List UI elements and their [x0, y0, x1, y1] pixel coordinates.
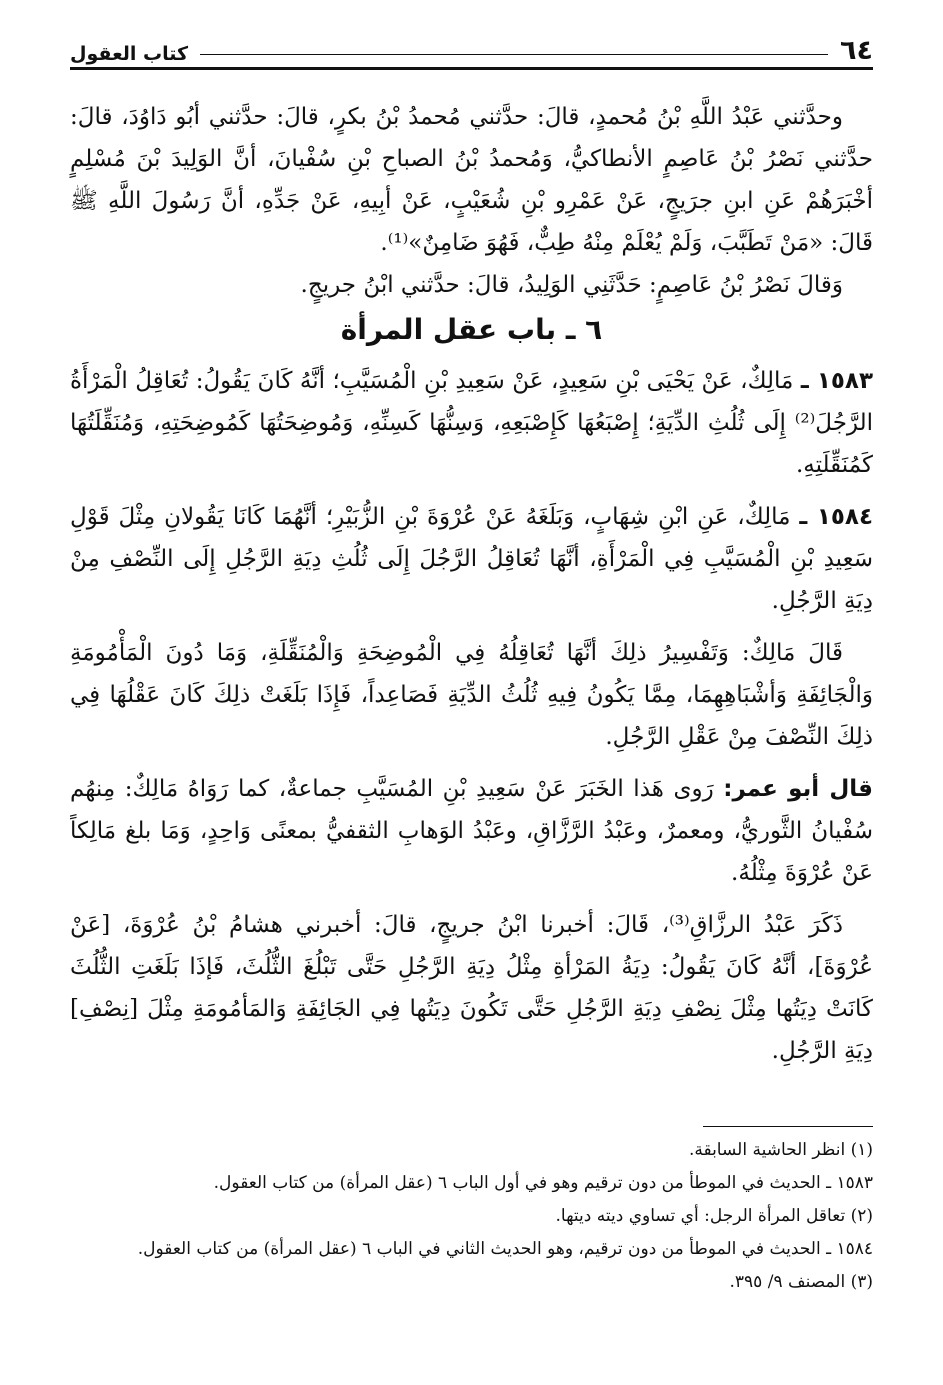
page-number: ٦٤ [840, 35, 873, 66]
footnote-2: (٢) تعاقل المرأة الرجل: أي تساوي ديته ديتها. [555, 1206, 873, 1226]
hadith-text: مَالِكٌ، عَنْ يَحْيَى بْنِ سَعِيدٍ، عَنْ سَعِيدِ بْنِ الْمُسَيَّبِ؛ أنَّهُ كَانَ يَقُولُ: تُعَاقِلُ الْمَرْأَةُ الرَّجُلَ⁽²⁾ إِلَى ثُلُثِ الدِّيَةِ؛ إِصْبَعُهَا كَإِصْبَعِهِ، وَسِنُّهَا كَسِنِّهِ، وَمُوضِحَتُهَا كَمُوضِحَتِهِ، وَمُنَقِّلَتُهَا كَمُنَقِّلَتِهِ. [70, 368, 873, 478]
paragraph-abd-al-razzaq: ذَكَرَ عَبْدُ الرزَّاقِ⁽³⁾، قَالَ: أخبرنا ابْنُ جريجٍ، قالَ: أخبرني هشامُ بْنُ عُرْوَةَ، [عَنْ عُرْوَةَ]، أنَّهُ كَانَ يَقُولُ: دِيَةُ المَرْأةِ مِثْلُ دِيَةِ الرَّجُلِ حَتَّى تَبْلُغَ الثُّلُثَ، فَإذَا بَلَغَتِ الثُّلُثَ كَانَتْ دِيَتُها مِثْلَ نِصْفِ دِيَةِ الرَّجُلِ حَتَّى تَكُونَ دِيَتُها فِي الجَائِفَةِ وَالمَأمُومَةِ مِثْلَ [نِصْفِ] دِيَةِ الرَّجُلِ. [70, 912, 873, 1064]
paragraph-abu-omar [70, 768, 873, 894]
paragraph-nasr: وَقالَ نَصْرُ بْنُ عَاصِمٍ: حَدَّثَنِي الوَلِيدُ، قالَ: حدَّثني ابْنُ جريجٍ. [300, 272, 843, 298]
hadith-number: ١٥٨٤ ـ [799, 504, 874, 530]
hadith-number: ١٥٨٣ ـ [800, 368, 874, 394]
main-text [70, 96, 873, 1072]
hadith-1584 [70, 496, 873, 622]
paragraph-isnad: وحدَّثني عَبْدُ اللَّهِ بْنُ مُحمدٍ، قالَ: حدَّثني مُحمدُ بْنُ بكرٍ، قالَ: حدَّثني أبُو دَاوُدَ، قالَ: حدَّثني نَصْرُ بْنُ عَاصِمٍ الأنطاكيُّ، وَمُحمدُ بْنُ الصباحِ بْنِ سُفْيانَ، أنَّ الوَلِيدَ بْنَ مُسْلِمٍ أخْبَرَهُمْ عَنِ ابنِ جرَيجٍ، عَنْ عَمْرِو بْنِ شُعَيْبٍ، عَنْ أبِيهِ، عَنْ جَدِّهِ، أنَّ رَسُولَ اللَّهِ ﷺ قَالَ: «مَنْ تَطَبَّبَ، وَلَمْ يُعْلَمْ مِنْهُ طِبٌّ، فَهُوَ ضَامِنٌ»⁽¹⁾. [70, 104, 873, 256]
footnote-1584: ١٥٨٤ ـ الحديث في الموطأ من دون ترقيم، وهو الحديث الثاني في الباب ٦ (عقل المرأة) من كتاب العقول. [137, 1239, 873, 1259]
hadith-text: مَالِكٌ، عَنِ ابْنِ شِهَابٍ، وَبَلَغَهُ عَنْ عُرْوَةَ بْنِ الزُّبَيْرِ؛ أنَّهُمَا كَانَا يَقُولانِ مِثْلَ قَوْلِ سَعِيدِ بْنِ الْمُسَيَّبِ فِي الْمَرْأَةِ، أنَّهَا تُعَاقِلُ الرَّجُلَ إِلَى ثُلُثِ دِيَةِ الرَّجُلِ إِلَى النِّصْفِ مِنْ دِيَةِ الرَّجُلِ. [70, 504, 873, 614]
speaker-label: قال أبو عمر: [723, 776, 873, 802]
header-rule [70, 67, 873, 70]
paragraph-malik: قَالَ مَالِكٌ: وَتَفْسِيرُ ذلِكَ أنَّهَا تُعَاقِلُهُ فِي الْمُوضِحَةِ وَالْمُنَقِّلَةِ، وَمَا دُونَ الْمَأْمُومَةِ وَالْجَائِفَةِ وَأشْبَاهِهِمَا، مِمَّا يَكُونُ فِيهِ ثُلُثُ الدِّيَةِ فَصَاعِداً، فَإِذَا بَلَغَتْ ذلِكَ كَانَ عَقْلُهَا فِي ذلِكَ النِّصْفَ مِنْ عَقْلِ الرَّجُلِ. [70, 640, 873, 750]
hadith-1583 [70, 360, 873, 486]
running-header [70, 30, 873, 64]
footnotes [70, 1136, 873, 1296]
paragraph-text: رَوى هَذا الخَبَرَ عَنْ سَعِيدِ بْنِ المُسَيَّبِ جماعةٌ، كما رَوَاهُ مَالِكٌ: مِنهُم سُفْيانُ الثَّوريُّ، ومعمرٌ، وعَبْدُ الرَّزَّاقِ، وعَبْدُ الوَهابِ الثقفيُّ بمعنًى وَاحِدٍ، وَمَا بلغ مَالِكاً عَنْ عُرْوَةَ مِثْلُهُ. [70, 776, 873, 886]
footnote-1583: ١٥٨٣ ـ الحديث في الموطأ من دون ترقيم وهو في أول الباب ٦ (عقل المرأة) من كتاب العقول. [213, 1173, 873, 1193]
header-line [200, 54, 828, 55]
footnote-1: (١) انظر الحاشية السابقة. [688, 1140, 873, 1160]
book-title: كتاب العقول [70, 43, 189, 65]
chapter-title: ٦ ـ باب عقل المرأة [340, 313, 603, 346]
footnote-3: (٣) المصنف ٩/ ٣٩٥. [729, 1272, 873, 1292]
footnote-rule [703, 1126, 873, 1127]
